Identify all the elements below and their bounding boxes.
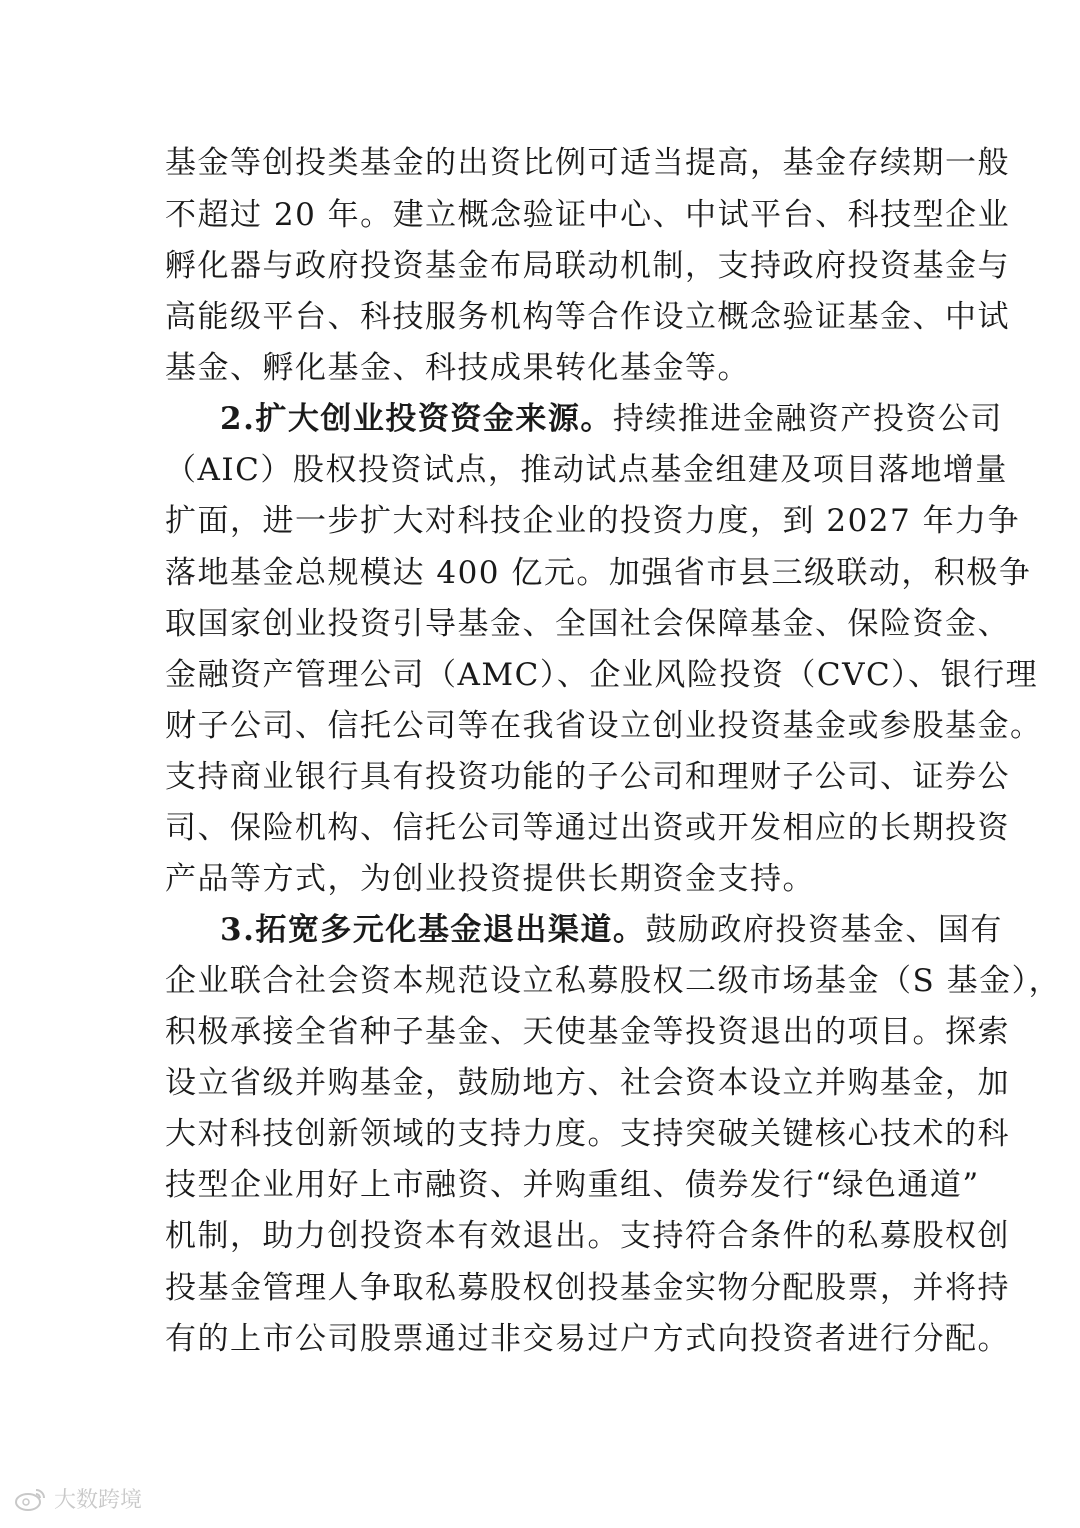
watermark xyxy=(14,1483,142,1514)
text-line: 不超过 20 年。建立概念验证中心、中试平台、科技型企业 xyxy=(165,197,1011,233)
text-line: 技型企业用好上市融资、并购重组、债券发行“绿色通道” xyxy=(165,1167,980,1203)
text-line: 产品等方式，为创业投资提供长期资金支持。 xyxy=(165,861,815,897)
text-line: 支持商业银行具有投资功能的子公司和理财子公司、证券公 xyxy=(165,759,1010,795)
section-2-heading: 2.扩大创业投资资金来源。 xyxy=(220,401,613,437)
text-line: 取国家创业投资引导基金、全国社会保障基金、保险资金、 xyxy=(165,606,1010,642)
text-line: 金融资产管理公司（AMC）、企业风险投资（CVC）、银行理 xyxy=(165,657,1039,693)
text-line: 基金等创投类基金的出资比例可适当提高，基金存续期一般 xyxy=(165,145,1010,181)
text-line: 司、保险机构、信托公司等通过出资或开发相应的长期投资 xyxy=(165,810,1010,846)
text-line: 扩面，进一步扩大对科技企业的投资力度，到 2027 年力争 xyxy=(165,503,1021,539)
section-3-heading: 3.拓宽多元化基金退出渠道。 xyxy=(220,912,646,948)
text-line: 机制，助力创投资本有效退出。支持符合条件的私募股权创 xyxy=(165,1218,1010,1254)
section-2-first-line xyxy=(220,399,1003,439)
text-line: （AIC）股权投资试点，推动试点基金组建及项目落地增量 xyxy=(165,452,1008,488)
text-line: 有的上市公司股票通过非交易过户方式向投资者进行分配。 xyxy=(165,1321,1010,1357)
text-line: 财子公司、信托公司等在我省设立创业投资基金或参股基金。 xyxy=(165,708,1043,744)
text-line: 投基金管理人争取私募股权创投基金实物分配股票，并将持 xyxy=(165,1270,1010,1306)
section-3-first-line xyxy=(220,910,1003,950)
text-line: 大对科技创新领域的支持力度。支持突破关键核心技术的科 xyxy=(165,1116,1010,1152)
text-line: 企业联合社会资本规范设立私募股权二级市场基金（S 基金）， xyxy=(165,963,1062,999)
text-line: 落地基金总规模达 400 亿元。加强省市县三级联动，积极争 xyxy=(165,555,1032,591)
section-2-text: 持续推进金融资产投资公司 xyxy=(612,401,1003,437)
section-3-text: 鼓励政府投资基金、国有 xyxy=(645,912,1003,948)
text-line: 基金、孵化基金、科技成果转化基金等。 xyxy=(165,350,750,386)
weibo-icon xyxy=(14,1486,48,1512)
text-line: 孵化器与政府投资基金布局联动机制，支持政府投资基金与 xyxy=(165,248,1010,284)
text-line: 设立省级并购基金，鼓励地方、社会资本设立并购基金，加 xyxy=(165,1065,1010,1101)
text-line: 高能级平台、科技服务机构等合作设立概念验证基金、中试 xyxy=(165,299,1010,335)
text-line: 积极承接全省种子基金、天使基金等投资退出的项目。探索 xyxy=(165,1014,1010,1050)
watermark-text: 大数跨境 xyxy=(54,1488,143,1513)
